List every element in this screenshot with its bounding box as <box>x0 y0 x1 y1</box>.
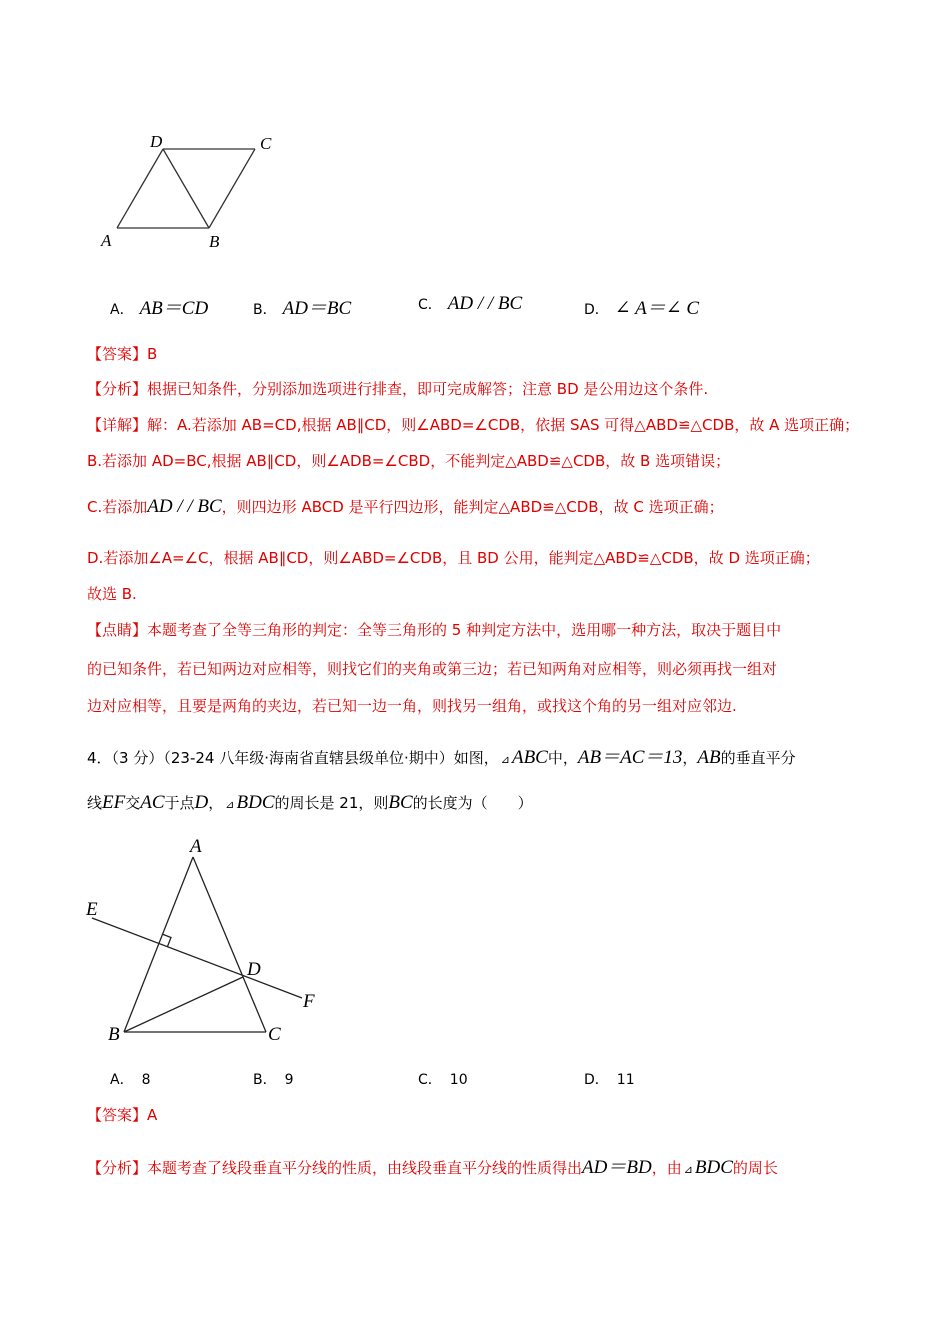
q4-option-d[interactable] <box>584 1069 635 1089</box>
math-ab: AB <box>697 747 721 768</box>
q3-detail-line-c <box>87 496 724 518</box>
option-value: 10 <box>449 1072 468 1088</box>
detail-tag: 【详解】 <box>87 416 148 434</box>
tri-symbol: ⊿ <box>225 798 235 811</box>
option-letter: D． <box>584 302 609 318</box>
option-letter: B． <box>253 302 277 318</box>
bisector-ef <box>92 918 302 998</box>
math-eq: AB＝AC＝13 <box>577 747 683 768</box>
option-letter: A． <box>110 1072 134 1088</box>
label-c: C <box>260 134 272 153</box>
answer-value: A <box>147 1106 158 1124</box>
text-yudian: 于点 <box>164 794 195 812</box>
analysis-text-c: 的周长 <box>732 1159 778 1177</box>
option-letter: C． <box>418 1072 442 1088</box>
figure-triangle <box>80 830 340 1050</box>
option-letter: C． <box>418 297 442 313</box>
text-comma2: ， <box>208 794 224 812</box>
comment-tag: 【点睛】 <box>87 621 148 639</box>
analysis-text-b: ，由 <box>651 1159 682 1177</box>
q3-option-a[interactable] <box>110 293 208 320</box>
q4-option-a[interactable] <box>110 1069 151 1089</box>
answer-tag: 【答案】 <box>87 345 148 363</box>
q3-option-d[interactable] <box>584 293 699 320</box>
text-tail: 的垂直平分 <box>720 749 796 767</box>
text-question: 的长度为（ ） <box>412 794 533 812</box>
label-a: A <box>101 231 112 250</box>
option-letter: D． <box>584 1072 609 1088</box>
label-a: A <box>190 836 202 857</box>
label-b: B <box>209 232 220 251</box>
q4-stem-line-1 <box>87 742 796 769</box>
label-d: D <box>150 132 163 151</box>
text-jiao: 交 <box>125 794 141 812</box>
tri-symbol: ⊿ <box>683 1163 693 1176</box>
label-f: F <box>303 991 315 1012</box>
detail-text: 解：A.若添加 AB=CD,根据 AB∥CD，则∠ABD=∠CDB，依据 SAS 可得△ABD≌△CDB，故 A 选项正确； <box>147 416 860 434</box>
option-math: AD / / BC <box>447 293 523 314</box>
comment-text: 本题考查了全等三角形的判定：全等三角形的 5 种判定方法中，选用哪一种方法，取决于题目中 <box>147 621 782 639</box>
option-letter: B． <box>253 1072 277 1088</box>
edge-bc <box>209 149 255 228</box>
analysis-bdc: BDC <box>694 1157 733 1178</box>
q3-analysis-line <box>87 378 708 399</box>
q3-comment-line-1 <box>87 619 781 640</box>
option-value: 8 <box>141 1072 151 1088</box>
label-e: E <box>86 899 98 920</box>
option-letter: A． <box>110 302 134 318</box>
math-d: D <box>194 792 209 813</box>
q3-detail-line-b: B.若添加 AD=BC,根据 AB∥CD，则∠ADB=∠CBD，不能判定△ABD≌△CDB，故 B 选项错误； <box>87 452 731 470</box>
detail-c-post: ，则四边形 ABCD 是平行四边形，能判定△ABD≌△CDB，故 C 选项正确； <box>221 498 724 516</box>
answer-value: B <box>147 345 158 363</box>
q4-stem-line-2 <box>87 792 533 814</box>
detail-c-pre: C.若添加 <box>87 498 148 516</box>
option-math: ∠ A＝∠ C <box>614 298 700 319</box>
q4-analysis-line <box>87 1152 778 1179</box>
option-math: AD＝BC <box>282 298 352 319</box>
label-c: C <box>268 1024 281 1045</box>
text-comma: ， <box>682 749 698 767</box>
tri-symbol: ⊿ <box>500 753 510 766</box>
detail-c-math: AD / / BC <box>147 496 222 517</box>
q3-option-c[interactable] <box>418 293 522 315</box>
diagonal-bd <box>163 149 209 228</box>
analysis-math: AD＝BD <box>582 1157 652 1178</box>
answer-tag: 【答案】 <box>87 1106 148 1124</box>
q3-detail-line-a <box>87 414 859 435</box>
q4-option-b[interactable] <box>253 1069 294 1089</box>
text-mid: 中， <box>547 749 578 767</box>
analysis-tag: 【分析】 <box>87 380 148 398</box>
analysis-text: 根据已知条件，分别添加选项进行排查，即可完成解答；注意 BD 是公用边这个条件. <box>147 380 709 398</box>
math-ac: AC <box>140 792 165 813</box>
analysis-text-a: 本题考查了线段垂直平分线的性质，由线段垂直平分线的性质得出 <box>147 1159 583 1177</box>
q4-answer-line <box>87 1104 157 1125</box>
label-b: B <box>108 1024 120 1045</box>
q4-number: 4．（3 分）（23-24 八年级·海南省直辖县级单位·期中）如图， <box>87 749 499 767</box>
analysis-tag: 【分析】 <box>87 1159 148 1177</box>
q4-option-c[interactable] <box>418 1069 468 1089</box>
edge-ad <box>117 149 163 228</box>
q3-detail-end: 故选 B. <box>87 585 137 603</box>
text-perimeter: 的周长是 21，则 <box>274 794 389 812</box>
option-value: 9 <box>284 1072 294 1088</box>
math-ef: EF <box>102 792 126 813</box>
math-abc: ABC <box>511 747 548 768</box>
option-value: 11 <box>616 1072 635 1088</box>
q3-detail-line-d: D.若添加∠A=∠C，根据 AB∥CD，则∠ABD=∠CDB，且 BD 公用，能判定△ABD≌△CDB，故 D 选项正确； <box>87 549 820 567</box>
text-line: 线 <box>87 794 103 812</box>
q3-answer-line <box>87 343 157 364</box>
math-bdc: BDC <box>236 792 275 813</box>
math-bc: BC <box>388 792 413 813</box>
q3-comment-line-3: 边对应相等，且要是两角的夹边，若已知一边一角，则找另一组角，或找这个角的另一组对应邻边. <box>87 697 737 715</box>
side-ab <box>124 857 193 1032</box>
side-ac <box>193 857 266 1032</box>
label-d: D <box>247 959 261 980</box>
figure-parallelogram <box>95 128 285 253</box>
option-math: AB＝CD <box>139 298 209 319</box>
q3-option-b[interactable] <box>253 293 351 320</box>
q3-comment-line-2: 的已知条件，若已知两边对应相等，则找它们的夹角或第三边；若已知两角对应相等，则必须再找一组对 <box>87 660 778 678</box>
